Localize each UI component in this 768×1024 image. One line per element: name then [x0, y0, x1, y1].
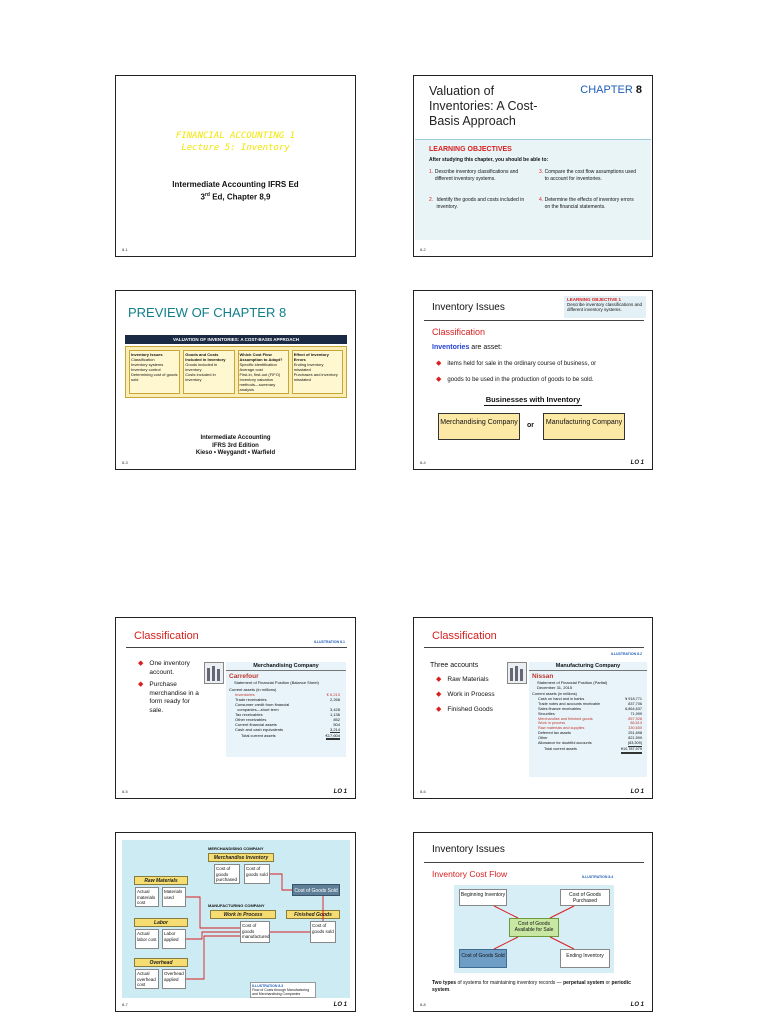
table-row: Sales finance receivables 6,864,637	[538, 706, 642, 711]
title-rule	[126, 647, 347, 648]
slide-4-title: Inventory Issues	[432, 302, 505, 313]
lo-tag: LO 1	[333, 1002, 347, 1008]
flow-arrows	[122, 840, 350, 998]
labor-actual-cost: Actual labor cost	[135, 929, 159, 949]
slide-8-title: Inventory Issues	[432, 844, 505, 855]
goods-available-node: Cost of Goods Available for Sale	[509, 918, 559, 937]
bullet-item: ◆ items held for sale in the ordinary course of business, or	[436, 360, 597, 367]
illustration-label: ILLUSTRATION 8.4	[582, 875, 614, 879]
table-row: Securities 71,999	[538, 711, 642, 716]
merchandising-box: Merchandising Company	[438, 413, 520, 440]
merchandising-label: MERCHANDISING COMPANY	[208, 846, 264, 851]
slide-7	[115, 832, 356, 1012]
cost-flow-diagram	[122, 840, 350, 998]
table-row: Merchandise and finished goods 857,928	[538, 716, 642, 721]
objective-item: 3. Compare the cost flow assumptions used to account for inventories.	[539, 169, 637, 182]
statement-name: Statement of Financial Position (Balance Sheet)	[234, 680, 319, 685]
cost-goods-sold-node: Cost of Goods Sold	[459, 949, 507, 968]
title-rule	[424, 320, 644, 321]
slide-1-title: FINANCIAL ACCOUNTING 1 Lecture 5: Inventory	[175, 131, 296, 153]
table-row: Raw materials and supplies 330,650	[538, 726, 642, 731]
lo-badge: LEARNING OBJECTIVE 1 Describe inventory classifications and different inventory systems.	[564, 296, 646, 318]
company-type-header: Merchandising Company	[226, 662, 346, 671]
statement-date: December 31, 2015	[537, 685, 573, 690]
table-row: Cash on hand and in banks ¥ 918,771	[538, 696, 642, 701]
cost-goods-purchased-node: Cost of Goods Purchased	[560, 889, 610, 906]
cost-goods-sold-box: Cost of goods sold	[244, 864, 270, 884]
bullet-item: ◆ Purchase merchandise in a form ready for sale.	[138, 681, 199, 714]
balance-sheet: Merchandising Company Carrefour Statement of Financial Position (Balance Sheet) Current assets (in millions) Inventories € 6,213 Trade receivables 2,268 Consumer credit from financial companies—short term 3,428 Tax receivables 1,136 Other receivables 852 Current financial assets 504 Cash and cash equivalents 3,214 Total current assets €17,604	[226, 662, 346, 757]
table-row: Consumer credit from financial	[235, 702, 290, 707]
table-row: Current financial assets 504	[235, 722, 340, 727]
overhead-applied: Overhead applied	[162, 969, 186, 989]
section-heading: Classification	[432, 327, 486, 337]
preview-columns	[125, 346, 347, 398]
slide-3-title: PREVIEW OF CHAPTER 8	[128, 305, 287, 320]
slide-5	[115, 617, 356, 799]
page-number: 8-2	[420, 247, 426, 252]
flow-arrows	[454, 885, 614, 973]
total-row: Total current assets ¥10,787,979	[532, 747, 642, 754]
bullet-item: ◆ One inventory account.	[138, 660, 190, 676]
company-name: Carrefour	[229, 673, 259, 680]
objectives-intro: After studying this chapter, you should be able to:	[429, 157, 549, 163]
merchandise-inventory-header: Merchandise Inventory	[208, 853, 274, 862]
overhead-actual-cost: Actual overhead cost	[135, 969, 159, 989]
preview-column: Goods and Costs Included in Inventory Goods included in inventory Costs included in inventory	[183, 350, 234, 394]
book-credit: Intermediate Accounting IFRS 3rd Edition Kieso • Weygandt • Warfield	[195, 435, 276, 456]
bullet-item: ◆ Finished Goods	[436, 706, 493, 713]
company-name: Nissan	[532, 673, 554, 680]
table-row: Other receivables 852	[235, 717, 340, 722]
raw-materials-used: Materials used	[162, 887, 186, 907]
building-icon	[204, 662, 224, 684]
lo-tag: LO 1	[333, 789, 347, 795]
bullet-list	[138, 660, 200, 715]
company-type-header: Manufacturing Company	[529, 662, 647, 671]
definition: Inventories are asset:	[432, 344, 503, 351]
table-row: companies—short term 3,428	[235, 707, 340, 712]
ending-inventory-node: Ending Inventory	[560, 949, 610, 968]
table-row: Cash and cash equivalents 3,214	[235, 727, 340, 732]
slide-5-title: Classification	[134, 630, 199, 642]
manufacturing-label: MANUFACTURING COMPANY	[208, 903, 265, 908]
preview-column: Inventory Issues Classification Inventory systems Inventory control Determining cost of goods sold	[129, 350, 180, 394]
statement-name: Statement of Financial Position (Partial)	[537, 680, 608, 685]
table-row: Tax receivables 1,136	[235, 712, 340, 717]
cost-goods-manufactured: Cost of goods manufactured	[240, 921, 270, 943]
work-in-process-header: Work in Process	[210, 910, 276, 919]
labor-applied: Labor applied	[162, 929, 186, 949]
slide-8	[413, 832, 653, 1012]
subtitle: Inventory Cost Flow	[432, 869, 508, 879]
manufacturing-box: Manufacturing Company	[543, 413, 625, 440]
beginning-inventory-node: Beginning Inventory	[459, 889, 507, 906]
bullet-list	[436, 676, 495, 714]
finished-cost-goods-sold: Cost of goods sold	[310, 921, 336, 943]
slide-4	[413, 290, 653, 470]
finished-goods-header: Finished Goods	[286, 910, 340, 919]
three-accounts-label: Three accounts	[430, 662, 479, 669]
page-number: 8-6	[420, 789, 426, 794]
objectives-panel	[415, 139, 651, 240]
bullet-item: ◆ Raw Materials	[436, 676, 489, 683]
illustration-label: ILLUSTRATION 8.2	[610, 652, 642, 656]
table-row: Inventories € 6,213	[235, 692, 340, 697]
objectives-heading: LEARNING OBJECTIVES	[429, 146, 512, 153]
objective-item: 1. Describe inventory classifications and different inventory systems.	[429, 169, 519, 182]
raw-actual-cost: Actual materials cost	[135, 887, 159, 907]
total-row: Total current assets €17,604	[241, 733, 340, 738]
businesses-heading: Businesses with Inventory	[485, 395, 581, 404]
preview-column: Effect of Inventory Errors Ending inventory misstated Purchases and inventory misstated	[292, 350, 343, 394]
or-label: or	[527, 422, 534, 429]
table-row: Allowance for doubtful accounts (83,309)	[538, 741, 642, 746]
page-number: 8-1	[122, 247, 128, 252]
objective-item: 4. Determine the effects of inventory errors on the financial statements.	[539, 197, 634, 210]
bullet-item: ◆ goods to be used in the production of goods to be sold.	[436, 376, 594, 383]
raw-materials-header: Raw Materials	[134, 876, 188, 885]
slide-3	[115, 290, 356, 470]
table-row: Trade notes and accounts receivable 837,706	[538, 701, 642, 706]
illustration-caption: ILLUSTRATION 8.3 Flow of Costs through Manufacturing and Merchandising Companies	[250, 982, 316, 998]
chapter-label: CHAPTER 8	[580, 84, 642, 96]
overhead-header: Overhead	[134, 958, 188, 967]
page-number: 8-7	[122, 1002, 128, 1007]
cost-goods-purchased: Cost of goods purchased	[214, 864, 240, 884]
cost-of-goods-sold-node: Cost of Goods Sold	[292, 884, 340, 896]
businesses-rule	[484, 405, 582, 406]
illustration-label: ILLUSTRATION 8.1	[313, 640, 345, 644]
labor-header: Labor	[134, 918, 188, 927]
bullet-item: ◆ Work in Process	[436, 691, 495, 698]
title-rule	[424, 647, 644, 648]
page-number: 8-3	[122, 460, 128, 465]
page-number: 8-4	[420, 460, 426, 465]
table-row: Other 821,599	[538, 736, 642, 741]
title-rule	[424, 862, 644, 863]
footnote: Two types of systems for maintaining inventory records — perpetual system or periodic system.	[432, 980, 631, 993]
slide-1-subtitle: Intermediate Accounting IFRS Ed 3rd Ed, Chapter 8,9	[172, 180, 299, 202]
table-row: Trade receivables 2,268	[235, 697, 340, 702]
building-icon	[507, 662, 527, 684]
lo-tag: LO 1	[630, 460, 644, 466]
preview-column: Which Cost Flow Assumption to Adopt? Specific identification Average cost First-in, first-out (FIFO) Inventory valuation methods—summary analysis	[238, 350, 289, 394]
slide-1	[115, 75, 356, 257]
slide-6	[413, 617, 653, 799]
preview-banner: VALUATION OF INVENTORIES: A COST-BASIS APPROACH	[125, 335, 347, 344]
lo-tag: LO 1	[630, 789, 644, 795]
page-number: 8-8	[420, 1002, 426, 1007]
page-number: 8-5	[122, 789, 128, 794]
cost-flow-panel	[454, 885, 614, 973]
objective-item: 2. Identify the goods and costs included in inventory.	[429, 197, 525, 210]
chapter-title: Valuation of Inventories: A Cost-Basis Approach	[429, 84, 538, 128]
slide-6-title: Classification	[432, 630, 497, 642]
lo-tag: LO 1	[630, 1002, 644, 1008]
balance-sheet: Manufacturing Company Nissan Statement of Financial Position (Partial) December 31, 2015 Current assets (in millions) Cash on hand and in banks ¥ 918,771 Trade notes and accounts receivable 837,706 Sales finance receivables 6,864,637 Securities 71,999 Merchandise and finished goods 857,928 Work in process 86,613 Raw materials and supplies 330,650 Deferred tax assets 251,698 Other 821,599 Allowance for doubtful accounts (83,309) Total current assets ¥10,787,979	[529, 662, 647, 777]
table-row: Work in process 86,613	[538, 721, 642, 726]
table-row: Deferred tax assets 251,698	[538, 731, 642, 736]
slide-2	[413, 75, 653, 257]
